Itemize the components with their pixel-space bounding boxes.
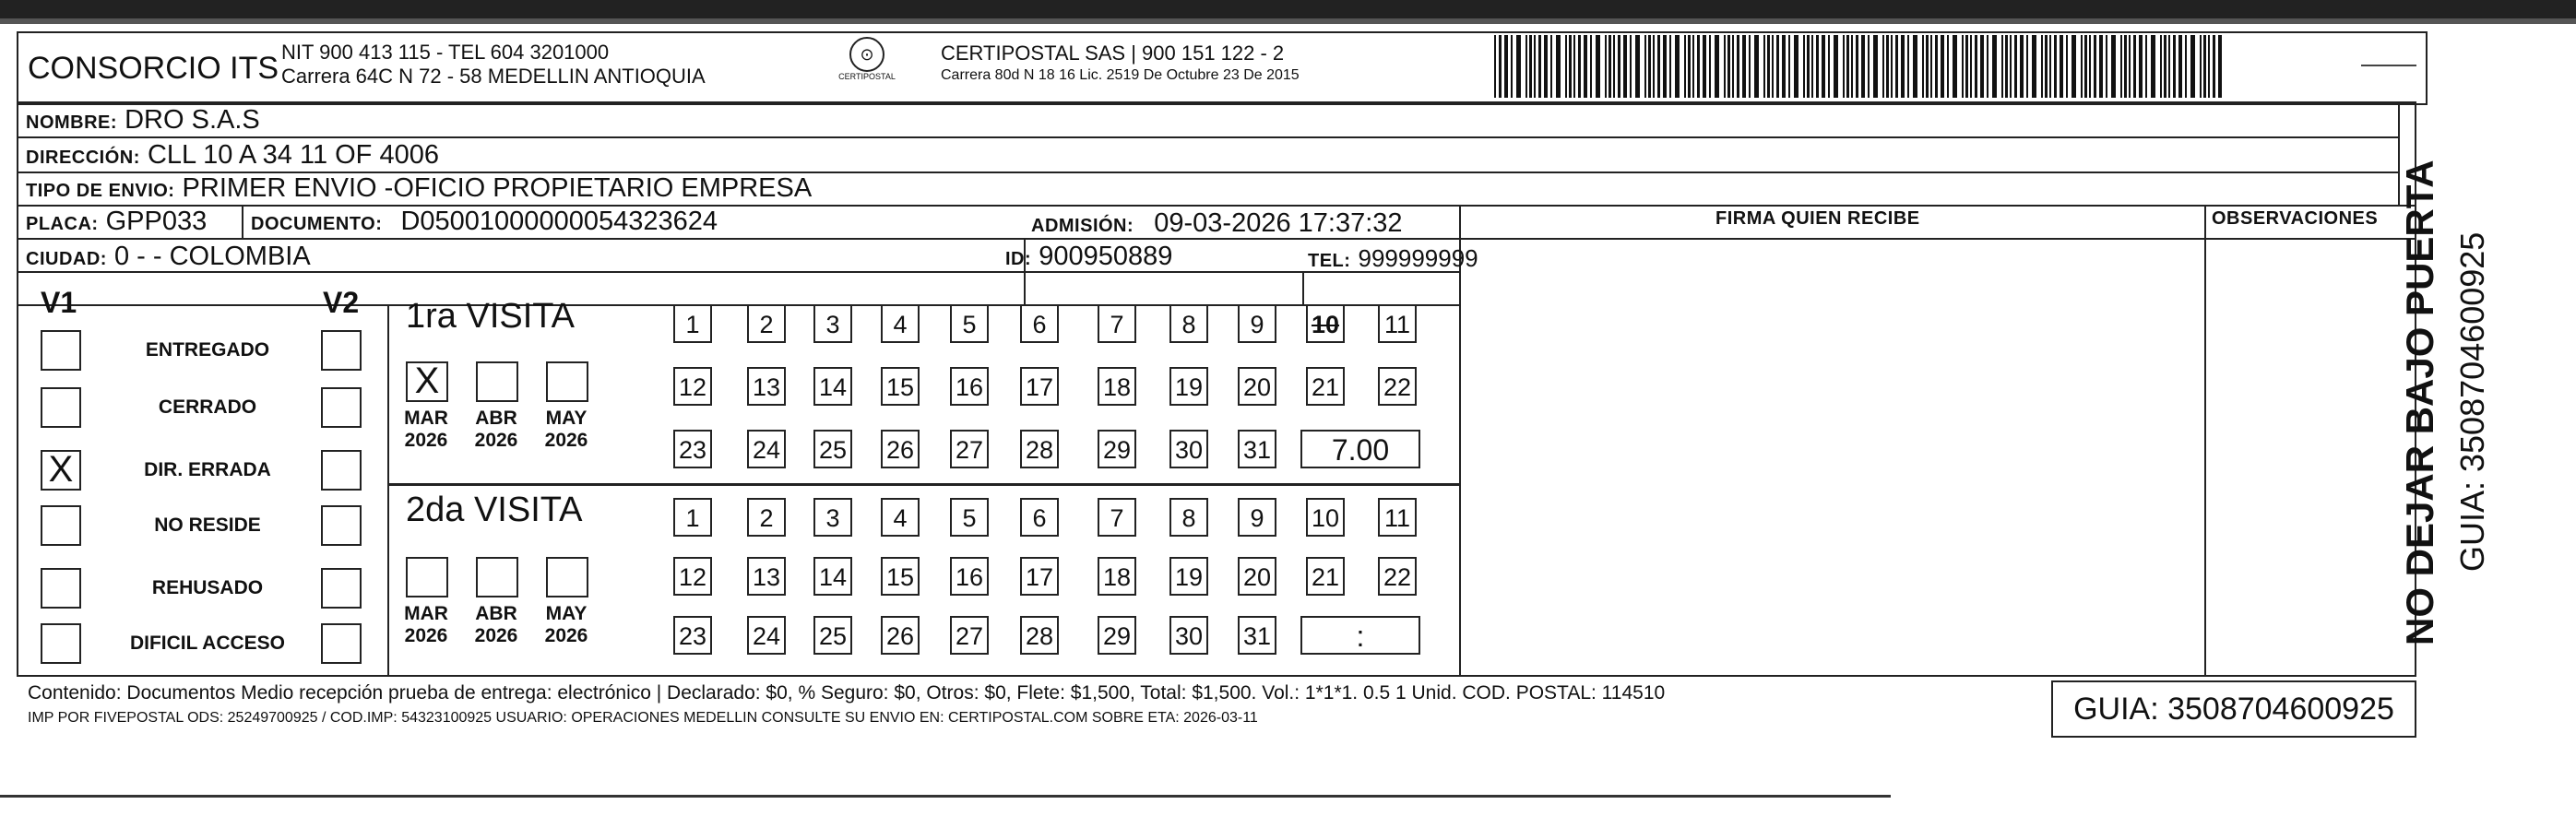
bottom-border	[0, 795, 1891, 798]
barcode-bar	[1970, 35, 1972, 98]
day-box[interactable]: 12	[673, 557, 712, 596]
v2-checkbox-1[interactable]	[321, 387, 362, 428]
day-box[interactable]: 11	[1378, 304, 1417, 343]
certipostal-logo	[830, 37, 904, 94]
day-box[interactable]: 9	[1238, 304, 1276, 343]
direccion-label: DIRECCIÓN:	[26, 148, 140, 168]
month-caption	[539, 408, 594, 452]
barcode-bar	[2208, 35, 2210, 98]
address-line: Carrera 64C N 72 - 58 MEDELLIN ANTIOQUIA	[281, 65, 706, 88]
day-box[interactable]: 20	[1238, 557, 1276, 596]
barcode-bar	[1657, 35, 1660, 98]
status-label: NO RESIDE	[154, 515, 261, 536]
v2-checkbox-2[interactable]	[321, 450, 362, 491]
day-box[interactable]: 13	[747, 367, 786, 406]
barcode-bar	[1926, 35, 1929, 98]
day-box[interactable]: 21	[1306, 367, 1345, 406]
barcode-bar	[2190, 35, 2195, 98]
barcode-bar	[1544, 35, 1548, 98]
day-box[interactable]: 23	[673, 430, 712, 468]
certi-line2: Carrera 80d N 18 16 Lic. 2519 De Octubre 23 De 2015	[941, 67, 1300, 83]
month-label: MAY	[545, 603, 588, 624]
day-box[interactable]: 1	[673, 304, 712, 343]
company-name: CONSORCIO ITS	[28, 51, 279, 86]
day-box[interactable]: 17	[1020, 557, 1059, 596]
v1-checkbox-0[interactable]	[41, 330, 81, 371]
first-visit-label: 1ra VISITA	[406, 297, 576, 336]
month-checkbox-mar[interactable]: X	[406, 361, 448, 402]
rule	[387, 304, 389, 675]
barcode-bar	[2054, 35, 2057, 98]
barcode-bar	[2084, 35, 2087, 98]
barcode-bar	[1834, 35, 1838, 98]
id-row	[1005, 242, 1172, 272]
nombre-row	[26, 105, 260, 136]
barcode-bar	[1737, 35, 1739, 98]
no-dejar-warning: NO DEJAR BAJO PUERTA	[2398, 160, 2441, 645]
guia-box: GUIA: 3508704600925	[2051, 680, 2416, 738]
barcode-bar	[2213, 35, 2215, 98]
barcode-bar	[1922, 35, 1924, 98]
day-box[interactable]: 22	[1378, 557, 1417, 596]
day-box[interactable]: 30	[1169, 430, 1208, 468]
barcode-bar	[1556, 35, 1561, 98]
barcode-bar	[2164, 35, 2166, 98]
barcode-bar	[1886, 35, 1889, 98]
barcode-bar	[1596, 35, 1600, 98]
barcode-bar	[1941, 35, 1944, 98]
barcode-bar	[1891, 35, 1893, 98]
barcode-bar	[1803, 35, 1805, 98]
barcode-bar	[2124, 35, 2127, 98]
day-box[interactable]: 28	[1020, 430, 1059, 468]
day-box[interactable]: 7	[1098, 304, 1136, 343]
v1-header: V1	[41, 286, 77, 319]
v2-checkbox-0[interactable]	[321, 330, 362, 371]
certi-line1: CERTIPOSTAL SAS | 900 151 122 - 2	[941, 41, 1285, 65]
day-box[interactable]: 27	[950, 430, 989, 468]
placa-value: GPP033	[105, 207, 208, 236]
v1-checkbox-5[interactable]	[41, 623, 81, 664]
barcode-bar	[1703, 35, 1706, 98]
barcode-bar	[1965, 35, 1968, 98]
v2-checkbox-5[interactable]	[321, 623, 362, 664]
v2-header: V2	[323, 286, 360, 319]
barcode-bar	[1843, 35, 1845, 98]
ciudad-label: CIUDAD:	[26, 249, 107, 269]
day-box[interactable]: 10	[1306, 304, 1345, 343]
barcode-bar	[1715, 35, 1719, 98]
rule	[1302, 271, 1304, 304]
barcode-bar	[2173, 35, 2176, 98]
tel-value: 999999999	[1358, 244, 1478, 272]
barcode-bar	[1807, 35, 1810, 98]
barcode-bar	[2111, 35, 2116, 98]
barcode-bar	[1868, 35, 1870, 98]
barcode-bar	[1578, 35, 1581, 98]
day-box[interactable]: 4	[881, 304, 920, 343]
certipostal-info	[941, 42, 1300, 87]
placa-label: PLACA:	[26, 214, 99, 234]
barcode-bar	[2160, 35, 2162, 98]
barcode-bar	[1534, 35, 1536, 98]
barcode-bar	[1811, 35, 1813, 98]
barcode-bar	[2151, 35, 2155, 98]
barcode-bar	[1992, 35, 1997, 98]
barcode-bar	[1851, 35, 1853, 98]
day-box[interactable]: 10	[1306, 498, 1345, 537]
day-box[interactable]: 26	[881, 430, 920, 468]
barcode-bar	[2218, 35, 2222, 98]
barcode-bar	[1697, 35, 1700, 98]
barcode-bar	[1947, 35, 1949, 98]
barcode-bar	[2099, 35, 2103, 98]
barcode-bar	[1609, 35, 1611, 98]
barcode-bar	[1873, 35, 1878, 98]
barcode-bar	[1613, 35, 1615, 98]
barcode-bar	[1767, 35, 1770, 98]
barcode-bar	[1584, 35, 1587, 98]
barcode-bar	[2081, 35, 2083, 98]
day-box[interactable]: 9	[1238, 498, 1276, 537]
id-value: 900950889	[1039, 242, 1173, 271]
month-label: ABR	[475, 603, 517, 624]
barcode-bar	[1980, 35, 1984, 98]
year-label: 2026	[544, 430, 588, 451]
placa-row	[26, 207, 207, 237]
nombre-value: DRO S.A.S	[125, 105, 260, 135]
barcode-bar	[1516, 35, 1521, 98]
v1-checkbox-3[interactable]	[41, 505, 81, 546]
barcode-bar	[1504, 35, 1508, 98]
month-caption	[539, 603, 594, 647]
rule	[242, 205, 243, 238]
barcode-bar	[2133, 35, 2136, 98]
barcode-bar	[1644, 35, 1646, 98]
year-label: 2026	[404, 430, 448, 451]
rule	[1459, 238, 2415, 240]
day-box[interactable]: 15	[881, 367, 920, 406]
barcode-bar	[1709, 35, 1711, 98]
barcode-bar	[2106, 35, 2107, 98]
barcode-bar	[1776, 35, 1779, 98]
direccion-row	[26, 140, 439, 171]
barcode-bar	[2168, 35, 2170, 98]
barcode-bar	[2001, 35, 2003, 98]
contenido-line: Contenido: Documentos Medio recepción prueba de entrega: electrónico | Declarado: $0, % Seguro: $0, Otros: $0, Flete: $1,500, Total: $1,500. Vol.: 1*1*1. 0.5 1 Unid. COD. POSTAL: 114510	[28, 682, 1666, 704]
v2-checkbox-3[interactable]	[321, 505, 362, 546]
barcode-bar	[2071, 35, 2076, 98]
day-box[interactable]: 4	[881, 498, 920, 537]
day-box[interactable]: 16	[950, 557, 989, 596]
day-box[interactable]: 18	[1098, 557, 1136, 596]
year-label: 2026	[474, 430, 518, 451]
barcode-bar	[1742, 35, 1746, 98]
v1-checkbox-1[interactable]	[41, 387, 81, 428]
barcode-bar	[2032, 35, 2036, 98]
day-box[interactable]: 11	[1378, 498, 1417, 537]
barcode-bar	[2049, 35, 2051, 98]
barcode-bar	[1828, 35, 1830, 98]
barcode-bar	[1623, 35, 1627, 98]
month-checkbox-mar[interactable]	[406, 557, 448, 597]
barcode-bar	[1618, 35, 1620, 98]
nombre-label: NOMBRE:	[26, 112, 118, 133]
barcode-bar	[2200, 35, 2202, 98]
barcode-bar	[1605, 35, 1607, 98]
barcode-bar	[1727, 35, 1730, 98]
day-box[interactable]: 21	[1306, 557, 1345, 596]
barcode-bar	[2005, 35, 2008, 98]
day-box[interactable]: 31	[1238, 430, 1276, 468]
barcode-bar	[2129, 35, 2131, 98]
day-box[interactable]: 29	[1098, 616, 1136, 655]
day-box[interactable]: 5	[950, 498, 989, 537]
day-box[interactable]: 5	[950, 304, 989, 343]
barcode-bar	[1538, 35, 1541, 98]
day-box[interactable]: 18	[1098, 367, 1136, 406]
day-box[interactable]: 14	[813, 557, 852, 596]
barcode-bar	[1569, 35, 1572, 98]
day-box[interactable]: 19	[1169, 367, 1208, 406]
day-box[interactable]: 31	[1238, 616, 1276, 655]
day-box[interactable]: 15	[881, 557, 920, 596]
month-label: ABR	[475, 408, 517, 429]
second-visit-label: 2da VISITA	[406, 491, 583, 529]
status-label: CERRADO	[158, 396, 257, 418]
month-caption	[469, 408, 524, 452]
barcode-bar	[2060, 35, 2063, 98]
barcode-bar	[1846, 35, 1849, 98]
barcode-bar	[2041, 35, 2043, 98]
month-caption	[469, 603, 524, 647]
barcode-bar	[1590, 35, 1592, 98]
day-box[interactable]: 14	[813, 367, 852, 406]
day-box[interactable]: 28	[1020, 616, 1059, 655]
day-box[interactable]: 30	[1169, 616, 1208, 655]
barcode-bar	[1772, 35, 1774, 98]
status-label: DIFICIL ACCESO	[129, 633, 285, 654]
year-label: 2026	[474, 625, 518, 646]
id-label: ID:	[1005, 249, 1032, 269]
barcode-bar	[2203, 35, 2206, 98]
day-box[interactable]: 8	[1169, 498, 1208, 537]
barcode-bar	[1907, 35, 1909, 98]
barcode-bar	[1822, 35, 1825, 98]
barcode-bar	[1732, 35, 1734, 98]
barcode-bar	[1816, 35, 1819, 98]
time-field[interactable]: :	[1300, 616, 1420, 655]
barcode-bar	[2010, 35, 2012, 98]
month-checkbox-abr[interactable]	[476, 557, 518, 597]
barcode-bar	[2089, 35, 2091, 98]
ciudad-row	[26, 242, 311, 272]
day-box[interactable]: 25	[813, 616, 852, 655]
barcode-bar	[1913, 35, 1917, 98]
documento-label: DOCUMENTO:	[251, 214, 383, 234]
barcode-bar	[1788, 35, 1790, 98]
barcode-bar	[1987, 35, 1988, 98]
day-box[interactable]: 24	[747, 616, 786, 655]
month-label: MAY	[545, 408, 588, 429]
month-caption	[398, 603, 454, 647]
barcode-bar	[1663, 35, 1667, 98]
barcode-bar	[1525, 35, 1527, 98]
day-box[interactable]: 29	[1098, 430, 1136, 468]
month-checkbox-may[interactable]	[546, 361, 588, 402]
barcode-bar	[2020, 35, 2024, 98]
rule	[387, 483, 1459, 486]
tel-row	[1308, 243, 1478, 274]
barcode-bar	[2094, 35, 2096, 98]
barcode-bar	[1529, 35, 1532, 98]
time-field[interactable]: 7.00	[1300, 430, 1420, 468]
barcode-bar	[1953, 35, 1957, 98]
barcode-bar	[1782, 35, 1786, 98]
barcode-bar	[2139, 35, 2143, 98]
day-box[interactable]: 1	[673, 498, 712, 537]
day-box[interactable]: 2	[747, 498, 786, 537]
day-box[interactable]: 3	[813, 304, 852, 343]
barcode-bar	[2178, 35, 2182, 98]
day-box[interactable]: 2	[747, 304, 786, 343]
day-box[interactable]: 20	[1238, 367, 1276, 406]
barcode-bar	[1635, 35, 1640, 98]
barcode-bar	[1895, 35, 1898, 98]
barcode-bar	[1901, 35, 1905, 98]
barcode-bar	[1692, 35, 1694, 98]
barcode-bar	[1499, 35, 1502, 98]
barcode-bar	[1882, 35, 1884, 98]
day-box[interactable]: 13	[747, 557, 786, 596]
barcode-bar	[1935, 35, 1938, 98]
barcode-bar	[2026, 35, 2028, 98]
day-box[interactable]: 23	[673, 616, 712, 655]
v1-checkbox-4[interactable]	[41, 568, 81, 609]
v2-checkbox-4[interactable]	[321, 568, 362, 609]
header-mark	[2361, 65, 2416, 66]
barcode-bar	[1856, 35, 1858, 98]
barcode-bar	[1494, 35, 1496, 98]
barcode-bar	[1565, 35, 1567, 98]
admision-value: 09-03-2026 17:37:32	[1154, 208, 1403, 238]
year-label: 2026	[544, 625, 588, 646]
day-box[interactable]: 6	[1020, 498, 1059, 537]
barcode-bar	[1630, 35, 1632, 98]
day-box[interactable]: 6	[1020, 304, 1059, 343]
barcode-bar	[1962, 35, 1964, 98]
day-box[interactable]: 3	[813, 498, 852, 537]
day-box[interactable]: 12	[673, 367, 712, 406]
logo-mark-icon: ⊙	[849, 37, 884, 72]
guia-rotated: GUIA: 3508704600925	[2453, 231, 2491, 572]
barcode-bar	[1975, 35, 1977, 98]
company-info	[281, 41, 706, 89]
year-label: 2026	[404, 625, 448, 646]
month-checkbox-may[interactable]	[546, 557, 588, 597]
barcode-bar	[2045, 35, 2048, 98]
barcode-bar	[1763, 35, 1765, 98]
barcode-bar	[1930, 35, 1932, 98]
direccion-value: CLL 10 A 34 11 OF 4006	[147, 140, 439, 170]
observaciones-label: OBSERVACIONES	[2212, 208, 2379, 229]
barcode-bar	[1684, 35, 1686, 98]
day-box[interactable]: 22	[1378, 367, 1417, 406]
barcode-bar	[1724, 35, 1726, 98]
tel-label: TEL:	[1308, 251, 1351, 271]
barcode-bar	[2185, 35, 2187, 98]
barcode	[1494, 35, 2232, 98]
month-checkbox-abr[interactable]	[476, 361, 518, 402]
ciudad-value: 0 - - COLOMBIA	[114, 242, 311, 271]
v1-checkbox-2[interactable]: X	[41, 450, 81, 491]
barcode-bar	[1573, 35, 1575, 98]
barcode-bar	[1648, 35, 1651, 98]
tipo-label: TIPO DE ENVIO:	[26, 181, 175, 201]
tipo-value: PRIMER ENVIO -OFICIO PROPIETARIO EMPRESA	[182, 173, 813, 203]
rule	[1459, 205, 1461, 675]
barcode-bar	[2145, 35, 2147, 98]
day-box[interactable]: 16	[950, 367, 989, 406]
firma-label: FIRMA QUIEN RECIBE	[1715, 208, 1920, 229]
tipo-row	[26, 173, 812, 204]
barcode-bar	[1669, 35, 1671, 98]
barcode-bar	[2066, 35, 2068, 98]
admision-row	[1031, 208, 1403, 239]
status-label: REHUSADO	[151, 577, 264, 598]
admision-label: ADMISIÓN:	[1031, 216, 1134, 236]
day-box[interactable]: 7	[1098, 498, 1136, 537]
top-border-shadow	[0, 18, 2576, 24]
day-box[interactable]: 19	[1169, 557, 1208, 596]
documento-value: D05001000000054323624	[400, 207, 718, 236]
month-caption	[398, 408, 454, 452]
month-label: MAR	[404, 408, 448, 429]
barcode-bar	[1550, 35, 1552, 98]
barcode-bar	[2014, 35, 2017, 98]
day-box[interactable]: 24	[747, 430, 786, 468]
nit-line: NIT 900 413 115 - TEL 604 3201000	[281, 41, 610, 64]
day-box[interactable]: 25	[813, 430, 852, 468]
barcode-bar	[1794, 35, 1798, 98]
month-label: MAR	[404, 603, 448, 624]
barcode-bar	[1754, 35, 1759, 98]
barcode-bar	[2120, 35, 2122, 98]
day-box[interactable]: 26	[881, 616, 920, 655]
imp-line: IMP POR FIVEPOSTAL ODS: 25249700925 / COD.IMP: 54323100925 USUARIO: OPERACIONES MEDELLIN CONSULTE SU ENVIO EN: CERTIPOSTAL.COM SOBRE ETA: 2026-03-11	[28, 710, 1258, 726]
rule	[18, 136, 2398, 138]
top-border	[0, 0, 2576, 18]
logo-text: CERTIPOSTAL	[838, 72, 896, 81]
barcode-bar	[1749, 35, 1751, 98]
barcode-bar	[1688, 35, 1691, 98]
status-label: ENTREGADO	[145, 339, 270, 361]
documento-row	[251, 207, 718, 237]
barcode-bar	[1675, 35, 1680, 98]
barcode-bar	[1653, 35, 1655, 98]
barcode-bar	[1511, 35, 1513, 98]
day-box[interactable]: 27	[950, 616, 989, 655]
rule	[2204, 205, 2206, 675]
barcode-bar	[1861, 35, 1865, 98]
status-label: DIR. ERRADA	[144, 459, 271, 480]
day-box[interactable]: 17	[1020, 367, 1059, 406]
day-box[interactable]: 8	[1169, 304, 1208, 343]
